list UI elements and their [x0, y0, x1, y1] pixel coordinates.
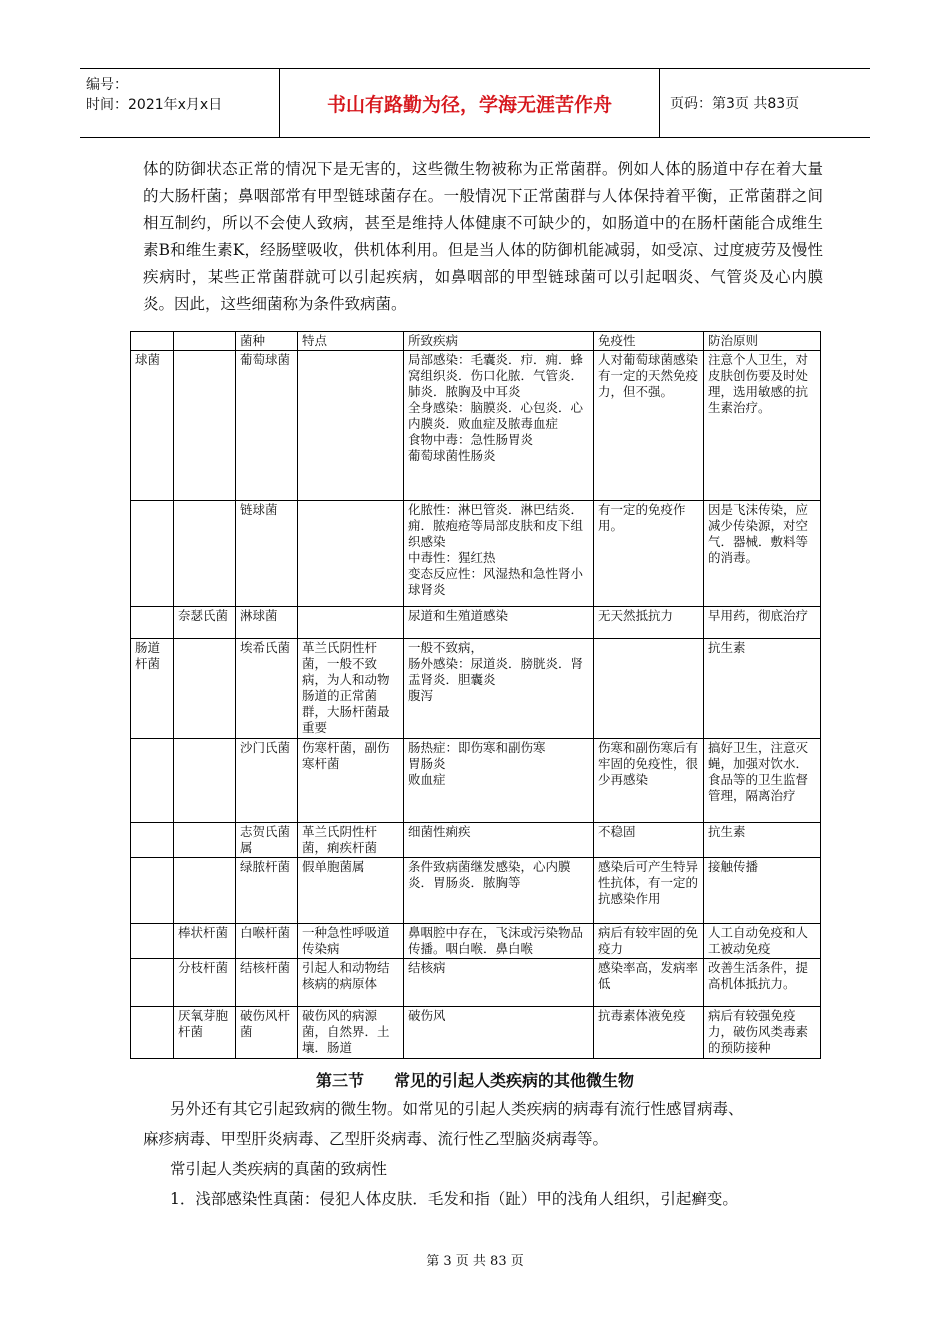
table-cell: [131, 924, 174, 959]
table-cell: 肠热症：即伤寒和副伤寒 胃肠炎 败血症: [404, 739, 594, 823]
table-header-cell: 防治原则: [704, 332, 821, 351]
table-cell: 人对葡萄球菌感染有一定的天然免疫力，但不强。: [594, 351, 704, 501]
table-cell: 不稳固: [594, 823, 704, 858]
bacteria-table: [130, 331, 821, 1059]
table-cell: 伤寒和副伤寒后有牢固的免疫性，很少再感染: [594, 739, 704, 823]
header-page-label: 页码：第3页 共83页: [670, 96, 800, 112]
table-row: [131, 739, 821, 823]
table-cell: 沙门氏菌: [236, 739, 298, 823]
table-cell: [131, 607, 174, 639]
table-cell: 厌氧芽胞杆菌: [174, 1007, 236, 1059]
table-cell: [298, 501, 404, 607]
table-cell: 感染率高，发病率低: [594, 959, 704, 1007]
table-cell: 抗毒素体液免疫: [594, 1007, 704, 1059]
table-header-cell: 免疫性: [594, 332, 704, 351]
table-cell: 肠道杆菌: [131, 639, 174, 739]
table-cell: 破伤风杆菌: [236, 1007, 298, 1059]
table-header-cell: [174, 332, 236, 351]
table-cell: 病后有较强免疫力，破伤风类毒素的预防接种: [704, 1007, 821, 1059]
paragraph-viruses-line-2: 麻疹病毒、甲型肝炎病毒、乙型肝炎病毒、流行性乙型脑炎病毒等。: [143, 1130, 609, 1148]
table-row: [131, 959, 821, 1007]
table-row: [131, 639, 821, 739]
table-row: [131, 858, 821, 924]
table-header-cell: 所致疾病: [404, 332, 594, 351]
table-cell: 条件致病菌继发感染，心内膜炎．胃肠炎．脓胸等: [404, 858, 594, 924]
page-footer: 第 3 页 共 83 页: [426, 1254, 524, 1269]
table-cell: 改善生活条件，提高机体抵抗力。: [704, 959, 821, 1007]
table-cell: 破伤风: [404, 1007, 594, 1059]
table-cell: [131, 739, 174, 823]
table-cell: [131, 959, 174, 1007]
table-cell: 绿脓杆菌: [236, 858, 298, 924]
table-cell: 埃希氏菌: [236, 639, 298, 739]
table-header-row: [131, 332, 821, 351]
paragraph-fungi-item-1: 1．浅部感染性真菌：侵犯人体皮肤．毛发和指（趾）甲的浅角人组织，引起癣变。: [170, 1190, 738, 1208]
table-cell: 鼻咽腔中存在，飞沫或污染物品传播。咽白喉．鼻白喉: [404, 924, 594, 959]
page-header: [80, 68, 870, 138]
table-row: [131, 607, 821, 639]
table-cell: [131, 823, 174, 858]
table-cell: 破伤风的病源菌，自然界．土壤．肠道: [298, 1007, 404, 1059]
table-cell: 注意个人卫生，对皮肤创伤要及时处理，选用敏感的抗生素治疗。: [704, 351, 821, 501]
table-cell: 结核病: [404, 959, 594, 1007]
table-cell: 抗生素: [704, 639, 821, 739]
table-cell: 感染后可产生特异性抗体，有一定的抗感染作用: [594, 858, 704, 924]
intro-paragraph: 体的防御状态正常的情况下是无害的，这些微生物被称为正常菌群。例如人体的肠道中存在着大量的大肠杆菌；鼻咽部常有甲型链球菌存在。一般情况下正常菌群与人体保持着平衡，正常菌群之间相互制约，所以不会使人致病，甚至是维持人体健康不可缺少的，如肠道中的在肠杆菌能合成维生素B和维生素K，经肠壁吸收，供机体利用。但是当人体的防御机能减弱，如受凉、过度疲劳及慢性疾病时，某些正常菌群就可以引起疾病，如鼻咽部的甲型链球菌可以引起咽炎、气管炎及心内膜炎。因此，这些细菌称为条件致病菌。: [143, 160, 823, 313]
table-header-cell: 菌种: [236, 332, 298, 351]
header-motto: 书山有路勤为径，学海无涯苦作舟: [280, 69, 660, 137]
table-row: [131, 351, 821, 501]
table-cell: 因是飞沫传染，应减少传染源，对空气．器械．敷料等的消毒。: [704, 501, 821, 607]
section-heading: 常见的引起人类疾病的其他微生物: [394, 1071, 635, 1090]
table-cell: 革兰氏阴性杆菌，一般不致病，为人和动物肠道的正常菌群，大肠杆菌最重要: [298, 639, 404, 739]
table-cell: 假单胞菌属: [298, 858, 404, 924]
table-cell: [298, 607, 404, 639]
table-cell: 链球菌: [236, 501, 298, 607]
table-cell: [594, 639, 704, 739]
table-cell: 有一定的免疫作用。: [594, 501, 704, 607]
table-cell: [174, 858, 236, 924]
table-cell: [174, 501, 236, 607]
table-cell: 奈瑟氏菌: [174, 607, 236, 639]
table-cell: 病后有较牢固的免疫力: [594, 924, 704, 959]
table-row: [131, 924, 821, 959]
table-cell: 白喉杆菌: [236, 924, 298, 959]
section-title: [0, 1068, 950, 1091]
table-cell: 局部感染：毛囊炎．疖．痈．蜂窝组织炎．伤口化脓．气管炎．肺炎．脓胸及中耳炎 全身感染：脑膜炎．心包炎．心内膜炎．败血症及脓毒血症 食物中毒：急性肠胃炎 葡萄球菌性肠炎: [404, 351, 594, 501]
table-cell: 人工自动免疫和人工被动免疫: [704, 924, 821, 959]
document-time-label: 时间：2021年x月x日: [86, 97, 223, 113]
paragraph-fungi-heading: 常引起人类疾病的真菌的致病性: [170, 1160, 388, 1178]
table-cell: 一种急性呼吸道传染病: [298, 924, 404, 959]
table-cell: 淋球菌: [236, 607, 298, 639]
table-cell: [174, 739, 236, 823]
table-cell: 无天然抵抗力: [594, 607, 704, 639]
table-cell: 抗生素: [704, 823, 821, 858]
table-cell: [298, 351, 404, 501]
table-cell: 革兰氏阴性杆菌，痢疾杆菌: [298, 823, 404, 858]
table-cell: 细菌性痢疾: [404, 823, 594, 858]
table-header-cell: [131, 332, 174, 351]
table-cell: [131, 501, 174, 607]
table-cell: 引起人和动物结核病的病原体: [298, 959, 404, 1007]
table-cell: 球菌: [131, 351, 174, 501]
table-cell: [174, 823, 236, 858]
table-cell: 结核杆菌: [236, 959, 298, 1007]
table-cell: [174, 351, 236, 501]
table-cell: 尿道和生殖道感染: [404, 607, 594, 639]
table-row: [131, 823, 821, 858]
table-cell: 搞好卫生，注意灭蝇，加强对饮水．食品等的卫生监督管理，隔离治疗: [704, 739, 821, 823]
table-cell: 志贺氏菌属: [236, 823, 298, 858]
table-cell: [131, 1007, 174, 1059]
table-row: [131, 501, 821, 607]
table-cell: 早用药，彻底治疗: [704, 607, 821, 639]
table-cell: 伤寒杆菌，副伤寒杆菌: [298, 739, 404, 823]
section-number: 第三节: [315, 1071, 364, 1090]
table-header-cell: 特点: [298, 332, 404, 351]
header-meta: [80, 69, 280, 137]
document-number-label: 编号：: [86, 77, 128, 93]
table-row: [131, 1007, 821, 1059]
table-cell: 葡萄球菌: [236, 351, 298, 501]
table-cell: 接触传播: [704, 858, 821, 924]
table-cell: 分枝杆菌: [174, 959, 236, 1007]
table-cell: 一般不致病， 肠外感染：尿道炎．膀胱炎．肾盂肾炎．胆囊炎 腹泻: [404, 639, 594, 739]
table-cell: 化脓性：淋巴管炎．淋巴结炎．痈．脓疱疮等局部皮肤和皮下组织感染 中毒性：猩红热 变态反应性：风湿热和急性肾小球肾炎: [404, 501, 594, 607]
table-cell: [174, 639, 236, 739]
paragraph-viruses-line-1: 另外还有其它引起致病的微生物。如常见的引起人类疾病的病毒有流行性感冒病毒、: [170, 1100, 744, 1118]
table-cell: [131, 858, 174, 924]
table-cell: 棒状杆菌: [174, 924, 236, 959]
